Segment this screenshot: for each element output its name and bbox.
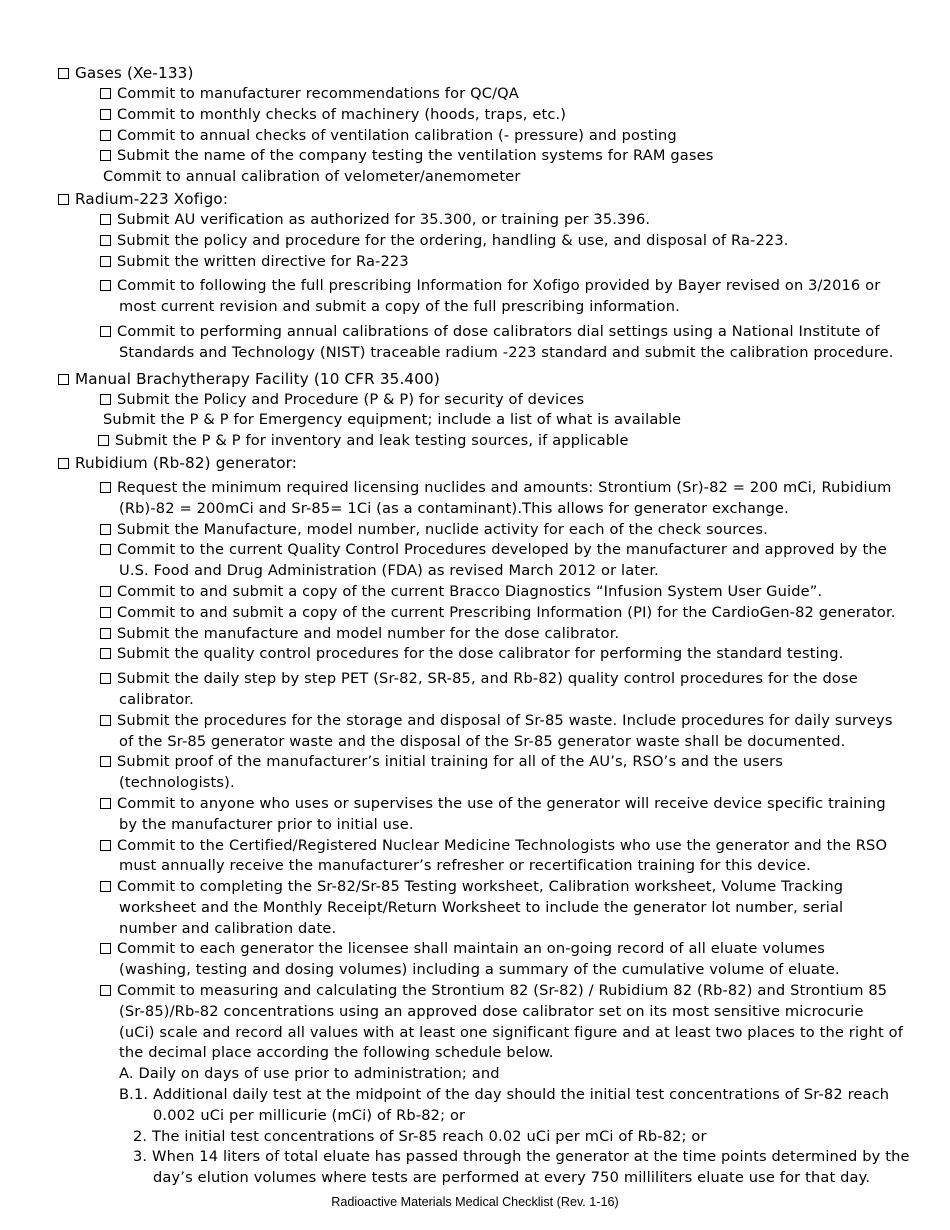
section-checkbox[interactable]: [58, 374, 69, 385]
checklist-item-continuation: calibrator.: [119, 690, 194, 708]
checklist-item-continuation: (uCi) scale and record all values with at least one significant figure and at least two places to the right of: [119, 1023, 903, 1041]
item-checkbox[interactable]: [100, 88, 111, 99]
item-checkbox[interactable]: [98, 435, 109, 446]
section-checkbox[interactable]: [58, 68, 69, 79]
checklist-item-continuation: U.S. Food and Drug Administration (FDA) as revised March 2012 or later.: [119, 562, 659, 580]
item-checkbox[interactable]: [100, 544, 111, 555]
item-checkbox[interactable]: [100, 881, 111, 892]
section-title: Rubidium (Rb-82) generator:: [75, 453, 298, 472]
checklist-item-continuation: (washing, testing and dosing volumes) including a summary of the cumulative volume of eluate.: [119, 961, 840, 979]
checklist-page: [0, 62, 950, 1189]
checklist-item: Submit AU verification as authorized for 35.300, or training per 35.396.: [0, 210, 950, 231]
checklist-item: Commit to anyone who uses or supervises the use of the generator will receive device specific training: [0, 794, 950, 815]
item-checkbox[interactable]: [100, 756, 111, 767]
section-title: Manual Brachytherapy Facility: [75, 369, 309, 388]
item-checkbox[interactable]: [100, 326, 111, 337]
section-checkbox[interactable]: [58, 458, 69, 469]
schedule-b1: B.1. Additional daily test at the midpoint of the day should the initial test concentrations of Sr-82 reach: [119, 1086, 890, 1104]
checklist-item-continuation: the decimal place according the following schedule below.: [119, 1044, 554, 1062]
checklist-item-continuation: most current revision and submit a copy of the full prescribing information.: [119, 298, 680, 316]
item-checkbox[interactable]: [100, 524, 111, 535]
checklist-item-continuation: worksheet and the Monthly Receipt/Return Worksheet to include the generator lot number, serial: [119, 898, 844, 916]
item-checkbox[interactable]: [100, 482, 111, 493]
checklist-item: Commit to the Certified/Registered Nuclear Medicine Technologists who use the generator and the RSO: [0, 836, 950, 857]
checklist-item: Commit to the current Quality Control Procedures developed by the manufacturer and approved by the: [0, 540, 950, 561]
checklist-item: Commit to manufacturer recommendations for QC/QA: [0, 84, 950, 105]
checklist-item: Submit the quality control procedures for the dose calibrator for performing the standard testing.: [0, 644, 950, 665]
checklist-note: Commit to annual calibration of velometer/anemometer: [103, 168, 521, 186]
item-checkbox[interactable]: [100, 628, 111, 639]
checklist-item: Submit the policy and procedure for the ordering, handling & use, and disposal of Ra-223.: [0, 231, 950, 252]
section-radium-223: [0, 188, 950, 210]
checklist-item: Commit to following the full prescribing Information for Xofigo provided by Bayer revised on 3/2016 or: [0, 276, 950, 297]
item-checkbox[interactable]: [100, 280, 111, 291]
item-checkbox[interactable]: [100, 607, 111, 618]
item-checkbox[interactable]: [100, 648, 111, 659]
checklist-item: Commit to completing the Sr-82/Sr-85 Testing worksheet, Calibration worksheet, Volume Tracking: [0, 877, 950, 898]
checklist-item: Submit proof of the manufacturer’s initial training for all of the AU’s, RSO’s and the users: [0, 752, 950, 773]
checklist-item: Submit the written directive for Ra-223: [0, 252, 950, 273]
checklist-item: Commit to each generator the licensee shall maintain an on-going record of all eluate volumes: [0, 939, 950, 960]
checklist-item: Commit to monthly checks of machinery (hoods, traps, etc.): [0, 105, 950, 126]
checklist-item: Commit to and submit a copy of the current Bracco Diagnostics “Infusion System User Guide”.: [0, 582, 950, 603]
item-checkbox[interactable]: [100, 214, 111, 225]
item-checkbox[interactable]: [100, 150, 111, 161]
checklist-item: Submit the daily step by step PET (Sr-82, SR-85, and Rb-82) quality control procedures for the dose: [0, 669, 950, 690]
checklist-item-continuation: of the Sr-85 generator waste and the disposal of the Sr-85 generator waste shall be documented.: [119, 732, 846, 750]
schedule-a: A. Daily on days of use prior to administration; and: [119, 1065, 500, 1083]
checklist-item: Submit the manufacture and model number for the dose calibrator.: [0, 624, 950, 645]
item-checkbox[interactable]: [100, 715, 111, 726]
section-rubidium-generator: [0, 452, 950, 474]
item-checkbox[interactable]: [100, 673, 111, 684]
section-manual-brachytherapy: [0, 368, 950, 390]
checklist-note: Submit the P & P for Emergency equipment; include a list of what is available: [103, 411, 682, 429]
section-title: Radium-223 Xofigo:: [75, 189, 229, 208]
checklist-item: Submit the procedures for the storage and disposal of Sr-85 waste. Include procedures for daily surveys: [0, 711, 950, 732]
item-checkbox[interactable]: [100, 235, 111, 246]
schedule-b2: 2. The initial test concentrations of Sr-85 reach 0.02 uCi per mCi of Rb-82; or: [133, 1127, 707, 1145]
schedule-b3-continuation: day’s elution volumes where tests are performed at every 750 milliliters eluate use for that day.: [153, 1169, 871, 1187]
checklist-item-continuation: (technologists).: [119, 774, 235, 792]
item-checkbox[interactable]: [100, 798, 111, 809]
checklist-item-continuation: by the manufacturer prior to initial use.: [119, 815, 414, 833]
page-footer: Radioactive Materials Medical Checklist (Rev. 1-16): [331, 1195, 619, 1209]
checklist-item-continuation: (Sr-85)/Rb-82 concentrations using an approved dose calibrator set on its most sensitive microcurie: [119, 1002, 864, 1020]
item-checkbox[interactable]: [100, 586, 111, 597]
schedule-b3: 3. When 14 liters of total eluate has passed through the generator at the time points determined by the: [133, 1148, 910, 1166]
schedule-b1-continuation: 0.002 uCi per millicurie (mCi) of Rb-82; or: [153, 1106, 466, 1124]
item-checkbox[interactable]: [100, 130, 111, 141]
section-title: Gases (Xe-133): [75, 64, 194, 82]
checklist-item: Commit to annual checks of ventilation calibration (- pressure) and posting: [0, 126, 950, 147]
checklist-item: Request the minimum required licensing nuclides and amounts: Strontium (Sr)-82 = 200 mCi, Rubidium: [0, 478, 950, 499]
checklist-item: Commit to performing annual calibrations of dose calibrators dial settings using a National Institute of: [0, 322, 950, 343]
checklist-item: Commit to measuring and calculating the Strontium 82 (Sr-82) / Rubidium 82 (Rb-82) and Strontium 85: [0, 981, 950, 1002]
checklist-item: Submit the name of the company testing the ventilation systems for RAM gases: [0, 146, 950, 167]
section-title-suffix: (10 CFR 35.400): [313, 369, 440, 388]
checklist-item: Commit to and submit a copy of the current Prescribing Information (PI) for the CardioGen-82 generator.: [0, 603, 950, 624]
checklist-item: Submit the Policy and Procedure (P & P) for security of devices: [0, 390, 950, 411]
item-checkbox[interactable]: [100, 985, 111, 996]
section-checkbox[interactable]: [58, 194, 69, 205]
checklist-item: Submit the P & P for inventory and leak testing sources, if applicable: [0, 431, 950, 452]
checklist-item: Submit the Manufacture, model number, nuclide activity for each of the check sources.: [0, 520, 950, 541]
item-checkbox[interactable]: [100, 840, 111, 851]
item-checkbox[interactable]: [100, 256, 111, 267]
item-checkbox[interactable]: [100, 109, 111, 120]
checklist-item-continuation: must annually receive the manufacturer’s refresher or recertification training for this device.: [119, 857, 811, 875]
section-gases: [0, 62, 950, 84]
checklist-item-continuation: (Rb)-82 = 200mCi and Sr-85= 1Ci (as a contaminant).This allows for generator exchange.: [119, 499, 789, 517]
item-checkbox[interactable]: [100, 943, 111, 954]
item-checkbox[interactable]: [100, 394, 111, 405]
checklist-item-continuation: Standards and Technology (NIST) traceable radium -223 standard and submit the calibration procedure.: [119, 343, 894, 361]
checklist-item-continuation: number and calibration date.: [119, 919, 337, 937]
